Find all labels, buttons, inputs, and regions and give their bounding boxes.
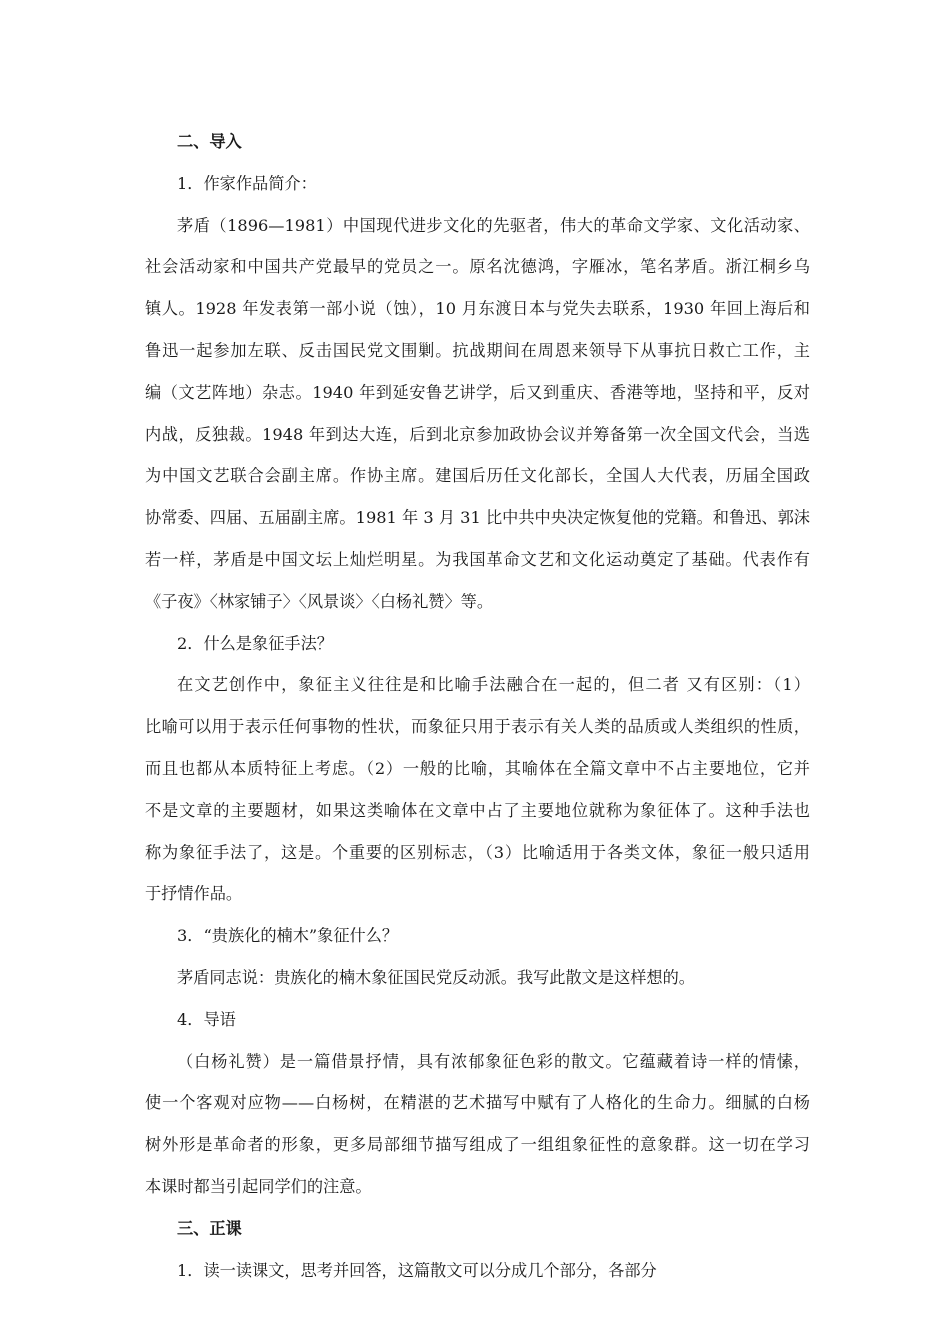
text-line: 社会活动家和中国共产党最早的党员之一。原名沈德鸿，字雁冰，笔名茅盾。浙江桐乡乌 [145, 257, 810, 277]
text-line: 于抒情作品。 [145, 884, 243, 904]
text-line: 1．读一读课文，思考并回答，这篇散文可以分成几个部分，各部分 [177, 1260, 657, 1280]
section-heading: 二、导入 [177, 132, 242, 151]
text-line: 编（文艺阵地）杂志。1940 年到延安鲁艺讲学，后又到重庆、香港等地，坚持和平，反对 [145, 382, 810, 402]
text-line: 2．什么是象征手法？ [177, 633, 333, 653]
text-line: 协常委、四届、五届副主席。1981 年 3 月 31 比中共中央决定恢复他的党籍。和鲁迅、郭沫 [145, 508, 810, 528]
text-line: （白杨礼赞）是一篇借景抒情，具有浓郁象征色彩的散文。它蕴藏着诗一样的情愫， [177, 1051, 810, 1071]
section-heading: 三、正课 [177, 1218, 242, 1238]
text-line: 4．导语 [177, 1009, 236, 1029]
text-line: 树外形是革命者的形象，更多局部细节描写组成了一组组象征性的意象群。这一切在学习 [145, 1135, 810, 1155]
document-body [145, 121, 810, 1291]
text-line: 本课时都当引起同学们的注意。 [145, 1176, 372, 1196]
text-line: 在文艺创作中，象征主义往往是和比喻手法融合在一起的，但二者 又有区别：（1） [177, 675, 810, 695]
text-line: 不是文章的主要题材，如果这类喻体在文章中占了主要地位就称为象征体了。这种手法也 [145, 800, 810, 820]
text-line: 茅盾（1896—1981）中国现代进步文化的先驱者，伟大的革命文学家、文化活动家、 [177, 215, 810, 235]
text-line: 鲁迅一起参加左联、反击国民党文围剿。抗战期间在周恩来领导下从事抗日救亡工作，主 [145, 340, 810, 360]
text-line: 称为象征手法了，这是。个重要的区别标志，（3）比喻适用于各类文体，象征一般只适用 [145, 842, 810, 862]
text-line: 使一个客观对应物——白杨树，在精湛的艺术描写中赋有了人格化的生命力。细腻的白杨 [145, 1093, 810, 1113]
text-line: 茅盾同志说：贵族化的楠木象征国民党反动派。我写此散文是这样想的。 [177, 967, 695, 987]
text-line: 为中国文艺联合会副主席。作协主席。建国后历任文化部长，全国人大代表，历届全国政 [145, 466, 810, 486]
text-line: 而且也都从本质特征上考虑。（2）一般的比喻，其喻体在全篇文章中不占主要地位，它并 [145, 758, 810, 778]
text-line: 镇人。1928 年发表第一部小说（蚀），10 月东渡日本与党失去联系，1930 年回上海后和 [145, 299, 810, 319]
text-line: 内战，反独裁。1948 年到达大连，后到北京参加政协会议并筹备第一次全国文代会，当选 [145, 424, 810, 444]
text-line: 若一样，茅盾是中国文坛上灿烂明星。为我国革命文艺和文化运动奠定了基础。代表作有 [145, 549, 810, 569]
text-line: 1．作家作品简介： [177, 173, 317, 193]
text-line: 《子夜》〈林家铺子〉〈风景谈〉〈白杨礼赞〉等。 [145, 591, 494, 611]
text-line: 比喻可以用于表示任何事物的性状，而象征只用于表示有关人类的品质或人类组织的性质， [145, 717, 810, 737]
text-line: 3．“贵族化的楠木”象征什么？ [177, 926, 399, 946]
